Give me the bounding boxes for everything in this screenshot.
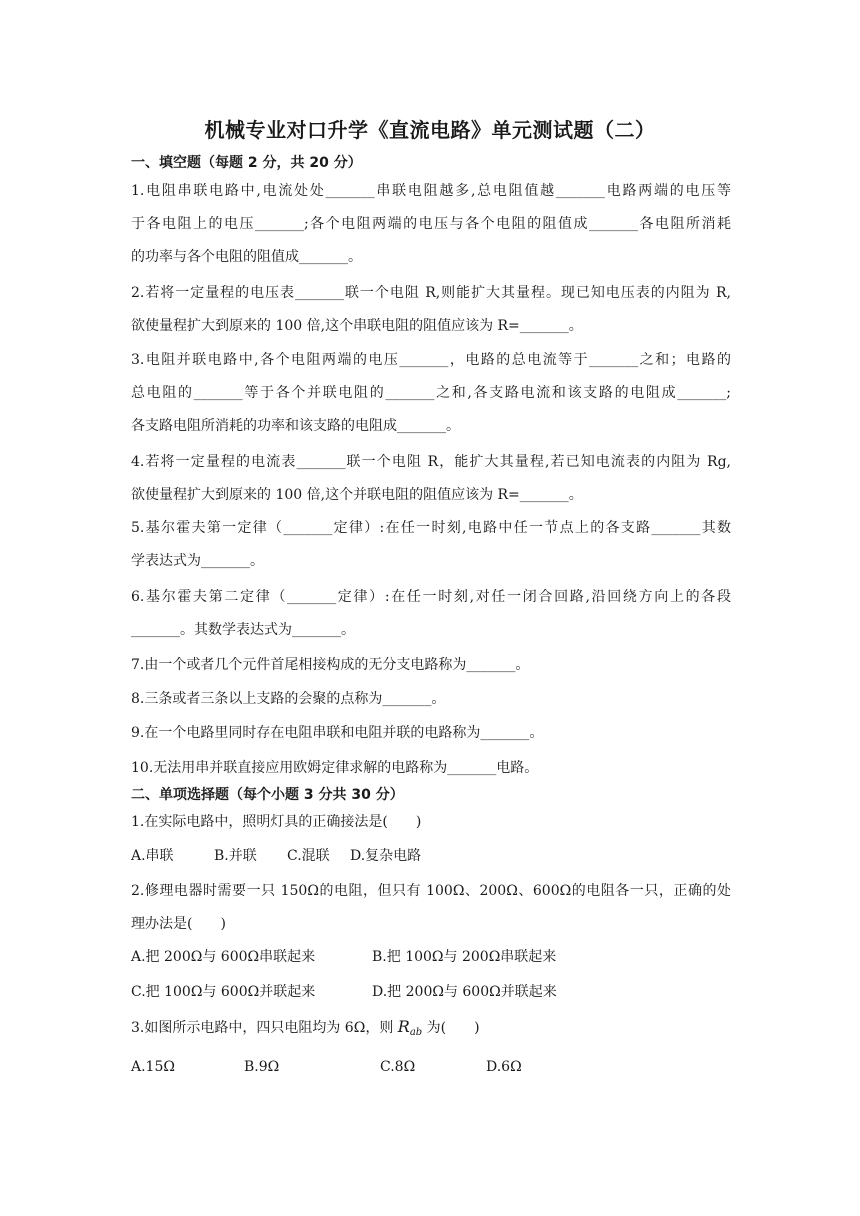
q2-option-b: B.把 100Ω与 200Ω串联起来 bbox=[372, 949, 557, 965]
q3-option-b: B.9Ω bbox=[244, 1059, 280, 1075]
q3-option-d: D.6Ω bbox=[486, 1059, 522, 1075]
text-line: 7.由一个或者几个元件首尾相接构成的无分支电路称为_______。 bbox=[131, 657, 530, 673]
q1-option-a: A.串联 bbox=[131, 848, 174, 864]
question-2: 2.修理电器时需要一只 150Ω的电阻，但只有 100Ω、200Ω、600Ω的电阻各一只，正确的处 bbox=[131, 883, 731, 899]
q3-option-c: C.8Ω bbox=[380, 1059, 416, 1075]
text-line: 2.若将一定量程的电压表_______联一个电阻 R,则能扩大其量程。现已知电压表的内阻为 R, bbox=[131, 285, 731, 301]
text-line: 3.电阻并联电路中,各个电阻两端的电压_______，电路的总电流等于_______之和；电路的 bbox=[131, 352, 731, 368]
q2-option-a: A.把 200Ω与 600Ω串联起来 bbox=[131, 949, 316, 965]
text-line: 4.若将一定量程的电流表_______联一个电阻 R，能扩大其量程,若已知电流表的内阻为 Rg, bbox=[131, 454, 731, 470]
q1-option-b: B.并联 bbox=[214, 848, 257, 864]
text-line: 8.三条或者三条以上支路的会聚的点称为_______。 bbox=[131, 691, 446, 707]
text-line: 1.电阻串联电路中,电流处处_______串联电阻越多,总电阻值越_______电路两端的电压等 bbox=[131, 183, 731, 199]
text-line: 欲使量程扩大到原来的 100 倍,这个并联电阻的阻值应该为 R=_______。 bbox=[131, 487, 583, 503]
text-line: 的功率与各个电阻的阻值成_______。 bbox=[131, 249, 362, 265]
q1-option-d: D.复杂电路 bbox=[350, 848, 422, 864]
text-line: 于各电阻上的电压_______;各个电阻两端的电压与各个电阻的阻值成_______各电阻所消耗 bbox=[131, 216, 731, 232]
text-line: 学表达式为_______。 bbox=[131, 553, 264, 569]
text-line: 10.无法用串并联直接应用欧姆定律求解的电路称为_______电路。 bbox=[131, 760, 539, 776]
q3-suffix: 为( ) bbox=[426, 1020, 480, 1036]
question-2-cont: 理办法是( ) bbox=[131, 916, 226, 932]
r-symbol: R bbox=[397, 1017, 410, 1036]
text-line: 6.基尔霍夫第二定律（_______定律）:在任一时刻,对任一闭合回路,沿回绕方向上的各段 bbox=[131, 589, 731, 605]
q2-option-d: D.把 200Ω与 600Ω并联起来 bbox=[372, 984, 557, 1000]
text-line: 9.在一个电路里同时存在电阻串联和电阻并联的电路称为_______。 bbox=[131, 725, 544, 741]
q2-option-c: C.把 100Ω与 600Ω并联起来 bbox=[131, 984, 316, 1000]
question-3 bbox=[131, 1017, 731, 1038]
q3-option-a: A.15Ω bbox=[131, 1059, 175, 1075]
text-line: _______。其数学表达式为_______。 bbox=[131, 622, 355, 638]
text-line: 欲使量程扩大到原来的 100 倍,这个串联电阻的阻值应该为 R=_______。 bbox=[131, 318, 583, 334]
text-line: 5.基尔霍夫第一定律（_______定律）:在任一时刻,电路中任一节点上的各支路_______其数 bbox=[131, 520, 731, 536]
ab-subscript: ab bbox=[409, 1027, 423, 1038]
question-1: 1.在实际电路中，照明灯具的正确接法是( ) bbox=[131, 814, 422, 830]
section-heading-fill-in: 一、填空题（每题 2 分，共 20 分） bbox=[131, 155, 362, 171]
section-heading-multiple-choice: 二、单项选择题（每个小题 3 分共 30 分） bbox=[131, 787, 404, 803]
text-line: 各支路电阻所消耗的功率和该支路的电阻成_______。 bbox=[131, 418, 460, 434]
q1-option-c: C.混联 bbox=[287, 848, 330, 864]
text-line: 总电阻的_______等于各个并联电阻的_______之和,各支路电流和该支路的电阻成_______; bbox=[131, 385, 731, 401]
r-ab-symbol bbox=[398, 1017, 422, 1036]
q3-prefix: 3.如图所示电路中，四只电阻均为 6Ω，则 bbox=[131, 1020, 394, 1036]
page-title: 机械专业对口升学《直流电路》单元测试题（二） bbox=[204, 118, 656, 142]
